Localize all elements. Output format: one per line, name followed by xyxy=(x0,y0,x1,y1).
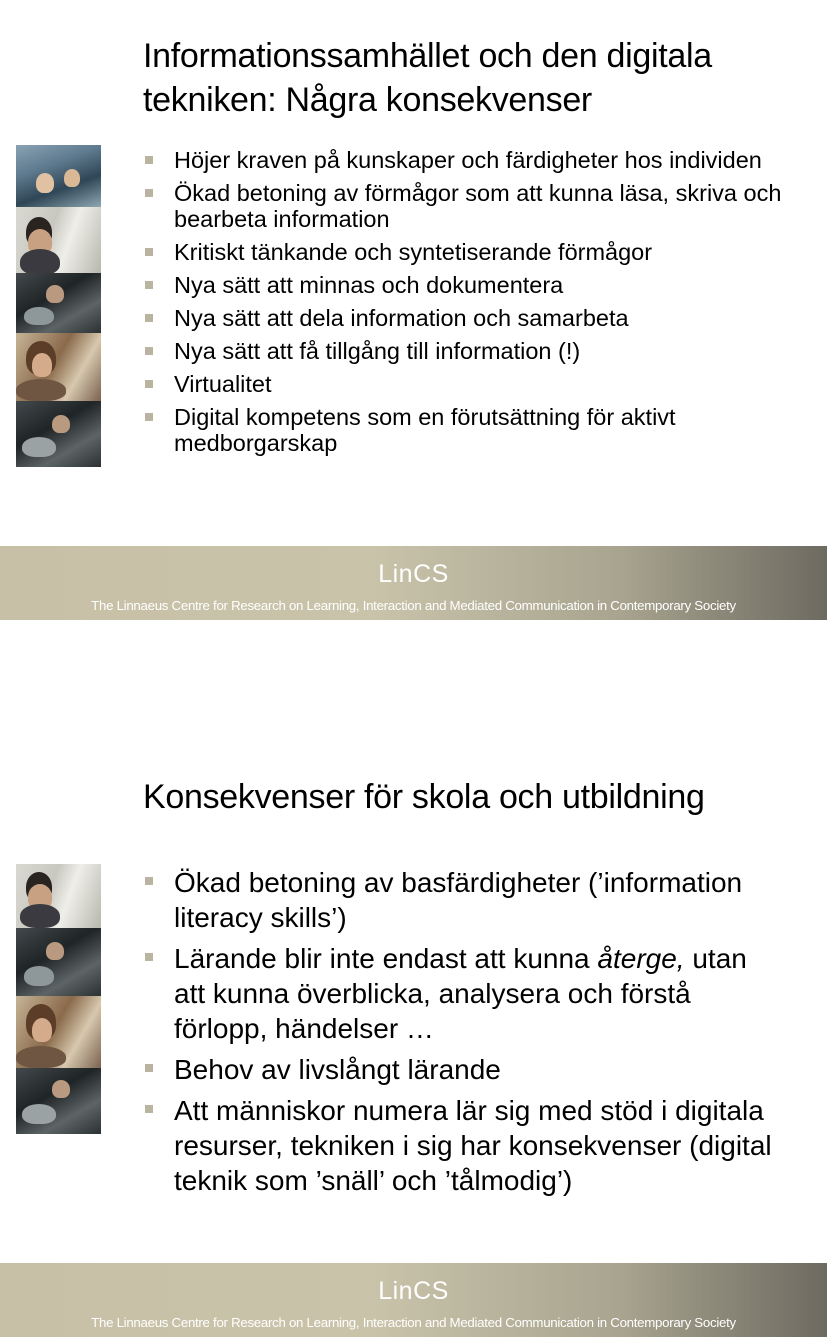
list-item: Nya sätt att dela information och samarbeta xyxy=(145,305,785,331)
emphasized-word: återge, xyxy=(597,943,685,974)
bullet-marker xyxy=(145,314,153,322)
lincs-logo: LinCS xyxy=(378,1277,449,1305)
bullet-list xyxy=(145,865,785,1204)
list-item: Ökad betoning av förmågor som att kunna läsa, skriva och bearbeta information xyxy=(145,180,785,232)
computer-lab-photo xyxy=(16,273,101,333)
student-portrait-photo xyxy=(16,864,101,928)
bullet-list xyxy=(145,147,785,463)
bullet-marker xyxy=(145,413,153,421)
bullet-marker xyxy=(145,380,153,388)
slide-title: Informationssamhället och den digitala tekniken: Några konsekvenser xyxy=(143,37,712,119)
centre-subtitle: The Linnaeus Centre for Research on Learning, Interaction and Mediated Communication in Contemporary Society xyxy=(91,1315,736,1330)
list-item: Nya sätt att minnas och dokumentera xyxy=(145,272,785,298)
computer-lab-photo-2 xyxy=(16,401,101,467)
bullet-marker xyxy=(145,281,153,289)
computer-lab-photo-2 xyxy=(16,1068,101,1134)
lincs-logo: LinCS xyxy=(378,560,449,588)
list-item: Ökad betoning av basfärdigheter (’information literacy skills’) xyxy=(145,865,785,935)
list-item: Lärande blir inte endast att kunna återge, utan att kunna överblicka, analysera och förstå förlopp, händelser … xyxy=(145,941,785,1046)
list-item: Nya sätt att få tillgång till information (!) xyxy=(145,338,785,364)
student-portrait-photo xyxy=(16,207,101,273)
photo-strip xyxy=(16,864,101,1142)
bullet-marker xyxy=(145,877,153,885)
centre-subtitle: The Linnaeus Centre for Research on Learning, Interaction and Mediated Communication in Contemporary Society xyxy=(91,598,736,613)
bullet-marker xyxy=(145,156,153,164)
classroom-photo xyxy=(16,145,101,207)
list-item: Att människor numera lär sig med stöd i digitala resurser, tekniken i sig har konsekvenser (digital teknik som ’snäll’ och ’tålmodig’) xyxy=(145,1093,785,1198)
woman-reading-photo xyxy=(16,996,101,1068)
bullet-marker xyxy=(145,1105,153,1113)
woman-reading-photo xyxy=(16,333,101,401)
bullet-marker xyxy=(145,347,153,355)
footer-band xyxy=(0,546,827,620)
bullet-marker xyxy=(145,953,153,961)
slide-1 xyxy=(0,0,827,620)
computer-lab-photo xyxy=(16,928,101,996)
list-item: Digital kompetens som en förutsättning för aktivt medborgarskap xyxy=(145,404,785,456)
list-item: Virtualitet xyxy=(145,371,785,397)
slide-title: Konsekvenser för skola och utbildning xyxy=(143,778,705,816)
bullet-marker xyxy=(145,1064,153,1072)
photo-strip xyxy=(16,145,101,467)
list-item: Kritiskt tänkande och syntetiserande förmågor xyxy=(145,239,785,265)
bullet-marker xyxy=(145,248,153,256)
list-item: Behov av livslångt lärande xyxy=(145,1052,785,1087)
list-item: Höjer kraven på kunskaper och färdigheter hos individen xyxy=(145,147,785,173)
slide-2 xyxy=(0,717,827,1337)
bullet-marker xyxy=(145,189,153,197)
footer-band xyxy=(0,1263,827,1337)
